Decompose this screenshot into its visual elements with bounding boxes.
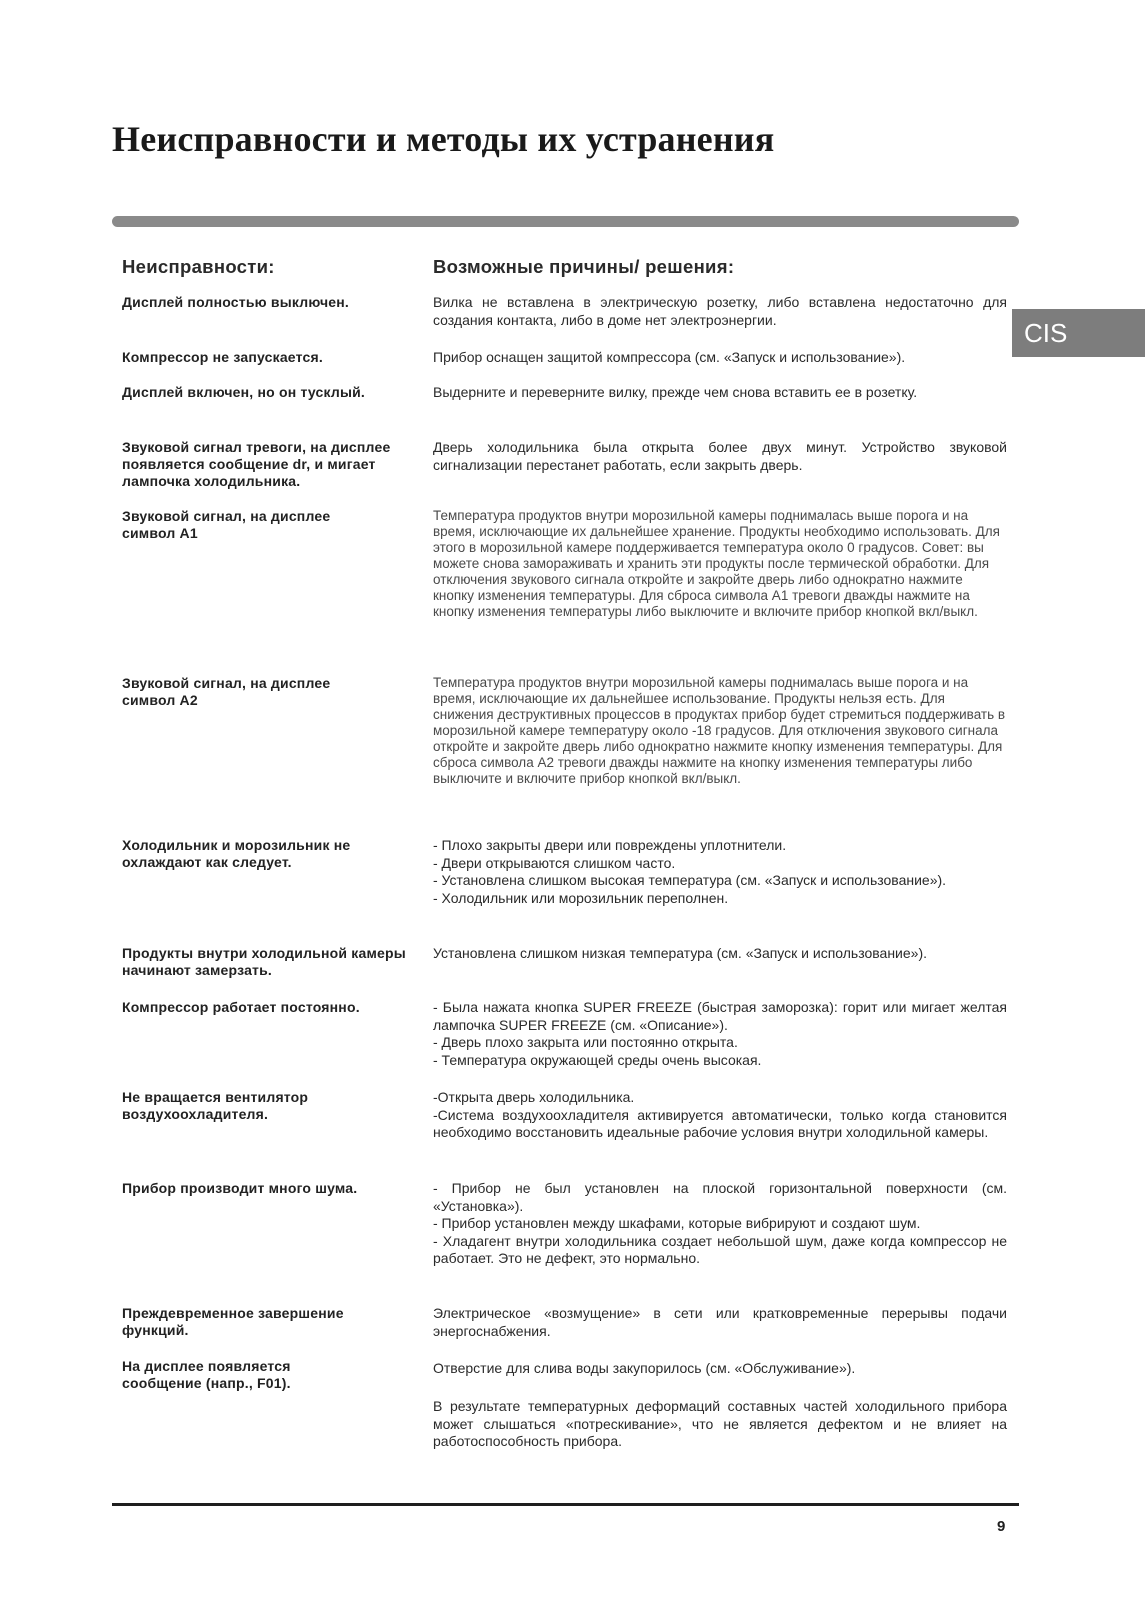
cracking-sound-note: В результате температурных деформаций составных частей холодильного прибора может слышаться «потрескивание», что не является дефектом и не влияет на работоспособность прибора. <box>433 1398 1007 1449</box>
problem-cell: Звуковой сигнал тревоги, на дисплее появляется сообщение dr, и мигает лампочка холодильника. <box>122 439 391 489</box>
solution-cell <box>433 675 1007 787</box>
solution-line: - Плохо закрыты двери или повреждены уплотнители. <box>433 837 787 853</box>
problem-cell: Продукты внутри холодильной камеры начинают замерзать. <box>122 945 406 978</box>
solution-line: Вилка не вставлена в электрическую розетку, либо вставлена недостаточно для создания контакта, либо в доме нет электроэнергии. <box>433 294 1007 328</box>
problem-cell: На дисплее появляется сообщение (напр., F01). <box>122 1358 291 1391</box>
solution-line: - Холодильник или морозильник переполнен. <box>433 889 729 906</box>
problem-cell: Дисплей полностью выключен. <box>122 294 350 310</box>
solution-line: - Температура окружающей среды очень высокая. <box>433 1051 762 1068</box>
problems-column-header: Неисправности: <box>122 256 275 277</box>
language-tab-cis: CIS <box>1012 309 1145 357</box>
solution-cell <box>433 439 1007 474</box>
solution-line: Прибор оснащен защитой компрессора (см. «Запуск и использование»). <box>433 349 906 365</box>
solution-cell <box>433 1360 1007 1378</box>
solution-cell <box>433 384 1007 402</box>
footer-rule <box>112 1503 1019 1506</box>
solution-line: Дверь холодильника была открыта более двух минут. Устройство звуковой сигнализации перестанет работать, если закрыть дверь. <box>433 439 1007 473</box>
solution-cell <box>433 1089 1007 1142</box>
solution-line: - Прибор установлен между шкафами, которые вибрируют и создают шум. <box>433 1215 921 1231</box>
problem-cell: Прибор производит много шума. <box>122 1180 358 1196</box>
solution-line: Электрическое «возмущение» в сети или кратковременные перерывы подачи энергоснабжения. <box>433 1305 1007 1339</box>
solution-cell <box>433 837 1007 907</box>
solution-line: - Прибор не был установлен на плоской горизонтальной поверхности (см. «Установка»). <box>433 1180 1007 1214</box>
problem-cell: Звуковой сигнал, на дисплее символ А1 <box>122 508 331 541</box>
solution-line: Температура продуктов внутри морозильной камеры поднималась выше порога и на время, исключающие их дальнейшее хранение. Продукты необходимо использовать. Для этого в морозильной камере поддерживается температура около 0 градусов. Совет: вы можете снова замораживать и хранить эти продукты после термической обработки. Для отключения звукового сигнала откройте и закройте дверь либо однократно нажмите кнопку изменения температуры. Для сброса символа А1 тревоги дважды нажмите на кнопку изменения температуры либо выключите и включите прибор кнопкой вкл/выкл. <box>433 508 1000 619</box>
page-number: 9 <box>997 1518 1006 1535</box>
solution-line: Температура продуктов внутри морозильной камеры поднималась выше порога и на время, исключающие их дальнейшее использование. Продукты нельзя есть. Для снижения деструктивных процессов в продуктах прибор будет стремиться поддерживать в морозильной камере температуру около -18 градусов. Для отключения звукового сигнала откройте и закройте дверь либо однократно нажмите кнопку изменения температуры. Для сброса символа А2 тревоги дважды нажмите на кнопку изменения температуры либо выключите и включите прибор кнопкой вкл/выкл. <box>433 675 1006 786</box>
solution-line: - Хладагент внутри холодильника создает небольшой шум, даже когда компрессор не работает. Это не дефект, это нормально. <box>433 1232 1007 1266</box>
problem-cell: Компрессор не запускается. <box>122 349 323 365</box>
solution-line: - Дверь плохо закрыта или постоянно открыта. <box>433 1034 738 1050</box>
problem-cell: Преждевременное завершение функций. <box>122 1305 344 1338</box>
solution-cell <box>433 999 1007 1069</box>
solution-line: - Была нажата кнопка SUPER FREEZE (быстрая заморозка): горит или мигает желтая лампочка SUPER FREEZE (см. «Описание»). <box>433 999 1007 1033</box>
solution-line: Установлена слишком низкая температура (см. «Запуск и использование»). <box>433 945 928 961</box>
solution-cell <box>433 294 1007 329</box>
solution-line: - Установлена слишком высокая температура (см. «Запуск и использование»). <box>433 872 947 888</box>
title-divider-bar <box>112 216 1019 227</box>
solution-line: Отверстие для слива воды закупорилось (см. «Обслуживание»). <box>433 1360 856 1376</box>
solution-line: - Двери открываются слишком часто. <box>433 854 676 871</box>
solution-cell <box>433 1180 1007 1268</box>
solution-cell <box>433 349 1007 367</box>
problem-cell: Звуковой сигнал, на дисплее символ А2 <box>122 675 331 708</box>
causes-column-header: Возможные причины/ решения: <box>433 256 735 277</box>
problem-cell: Дисплей включен, но он тусклый. <box>122 384 366 400</box>
solution-line: -Система воздухоохладителя активируется автоматически, только когда становится необходимо восстановить идеальные рабочие условия внутри холодильной камеры. <box>433 1106 1007 1140</box>
solution-cell <box>433 508 1007 620</box>
solution-cell <box>433 1305 1007 1340</box>
problem-cell: Холодильник и морозильник не охлаждают как следует. <box>122 837 351 870</box>
problem-cell: Компрессор работает постоянно. <box>122 999 360 1015</box>
page-title: Неисправности и методы их устранения <box>112 119 775 159</box>
solution-line: Выдерните и переверните вилку, прежде чем снова вставить ее в розетку. <box>433 384 918 400</box>
solution-cell <box>433 945 1007 963</box>
solution-line: -Открыта дверь холодильника. <box>433 1089 635 1105</box>
problem-cell: Не вращается вентилятор воздухоохладителя. <box>122 1089 309 1122</box>
